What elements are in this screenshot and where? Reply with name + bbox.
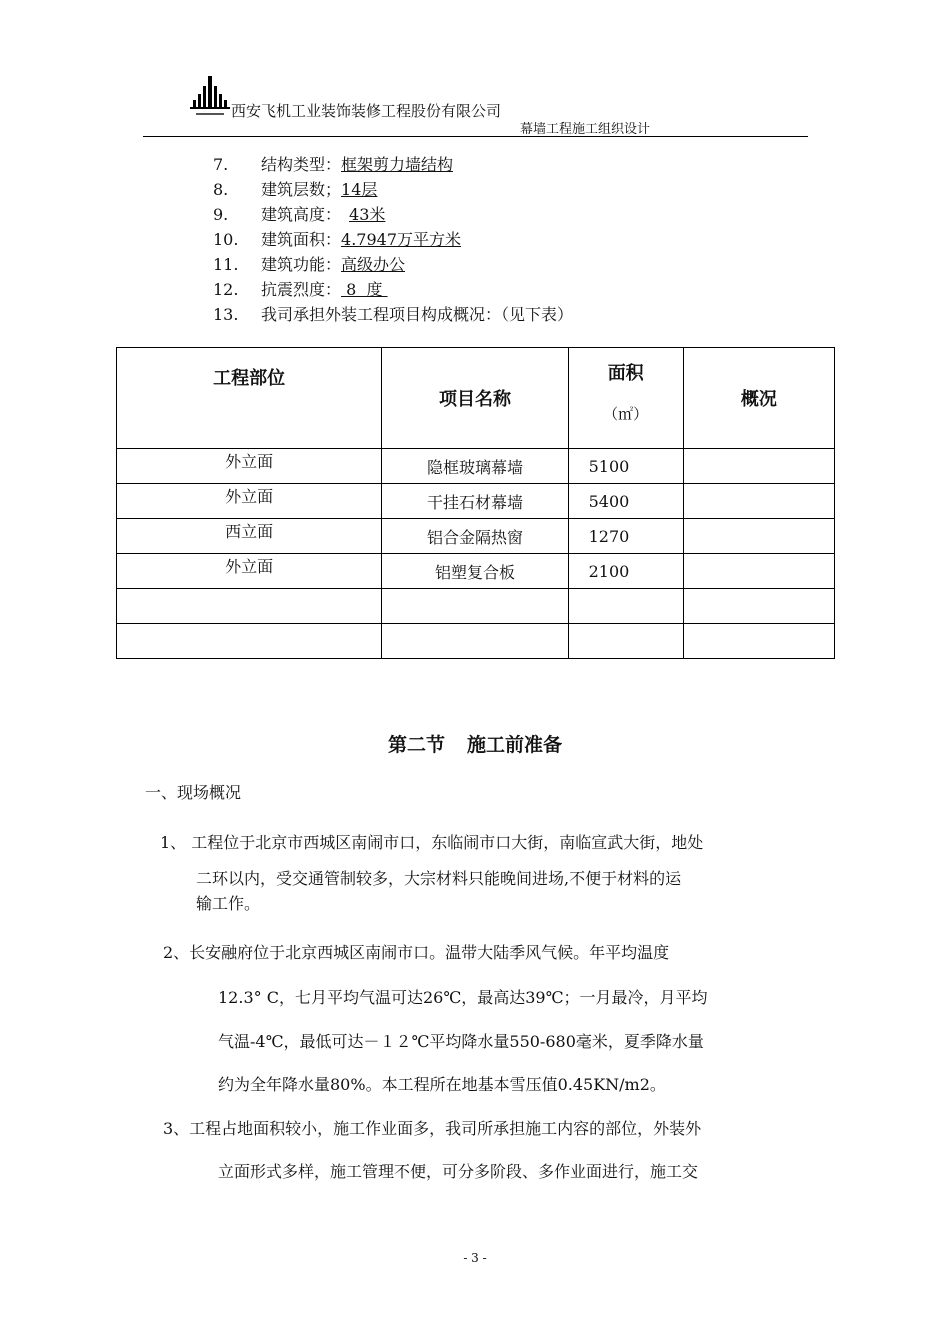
table-row	[117, 449, 835, 484]
cell-name: 铝合金隔热窗	[382, 519, 568, 554]
info-item-number: 13.	[213, 305, 239, 324]
header-overview: 概况	[683, 348, 834, 449]
header-divider	[143, 136, 808, 137]
cell-name	[382, 589, 568, 624]
paragraph-line: 2、长安融府位于北京西城区南闹市口。温带大陆季风气候。年平均温度	[163, 943, 670, 962]
cell-overview	[683, 589, 834, 624]
table-row	[117, 624, 835, 659]
cell-name: 铝塑复合板	[382, 554, 568, 589]
info-item-label: 建筑面积：	[261, 230, 342, 249]
cell-part: 外立面	[117, 449, 382, 484]
section-heading	[0, 730, 950, 757]
subsection-heading: 一、现场概况	[145, 783, 242, 802]
header-name: 项目名称	[382, 348, 568, 449]
info-item-number: 8.	[213, 180, 229, 199]
info-item	[213, 152, 453, 175]
section-number: 第二节	[387, 734, 445, 756]
cell-area: 2100	[568, 554, 683, 589]
cell-name: 干挂石材幕墙	[382, 484, 568, 519]
paragraph-line: 12.3° C，七月平均气温可达26℃，最高达39℃；一月最冷，月平均	[218, 988, 708, 1007]
info-item-number: 12.	[213, 280, 239, 299]
paragraph-line: 约为全年降水量80%。本工程所在地基本雪压值0.45KN/m2。	[218, 1075, 666, 1094]
info-item-label: 结构类型：	[261, 155, 342, 174]
project-table	[116, 347, 835, 659]
cell-area: 5100	[568, 449, 683, 484]
cell-part: 外立面	[117, 554, 382, 589]
info-item	[213, 252, 405, 275]
company-logo	[190, 76, 230, 118]
info-item-label: 我司承担外装工程项目构成概况：（见下表）	[261, 305, 574, 324]
paragraph-line: 1、 工程位于北京市西城区南闹市口，东临闹市口大街，南临宣武大街，地处	[160, 833, 704, 852]
header-area	[568, 348, 683, 449]
section-title: 施工前准备	[467, 734, 563, 756]
info-item-value: 43米	[349, 205, 386, 224]
cell-part	[117, 589, 382, 624]
cell-overview	[683, 449, 834, 484]
paragraph-line: 3、工程占地面积较小，施工作业面多，我司所承担施工内容的部位，外装外	[163, 1119, 702, 1138]
table-row	[117, 519, 835, 554]
info-item-value: 14层	[341, 180, 378, 199]
company-name: 西安飞机工业装饰装修工程股份有限公司	[231, 102, 502, 120]
info-item-label: 建筑层数；	[261, 180, 342, 199]
cell-part: 西立面	[117, 519, 382, 554]
cell-area	[568, 589, 683, 624]
cell-name: 隐框玻璃幕墙	[382, 449, 568, 484]
info-item	[213, 302, 573, 325]
info-item-number: 11.	[213, 255, 239, 274]
cell-part: 外立面	[117, 484, 382, 519]
cell-area: 5400	[568, 484, 683, 519]
paragraph-line: 二环以内，受交通管制较多，大宗材料只能晚间进场,不便于材料的运	[196, 869, 682, 888]
cell-part	[117, 624, 382, 659]
paragraph-line: 气温-4℃，最低可达－１２℃平均降水量550-680毫米，夏季降水量	[218, 1032, 704, 1051]
table-row	[117, 484, 835, 519]
cell-overview	[683, 484, 834, 519]
cell-area	[568, 624, 683, 659]
header-area-unit: （㎡）	[603, 405, 649, 423]
document-title: 幕墙工程施工组织设计	[520, 122, 651, 137]
info-item-label: 抗震烈度：	[261, 280, 342, 299]
info-item-number: 7.	[213, 155, 229, 174]
cell-name	[382, 624, 568, 659]
info-item-value: 8 度	[341, 280, 388, 299]
info-item	[213, 227, 461, 250]
cell-overview	[683, 519, 834, 554]
info-item-number: 9.	[213, 205, 229, 224]
info-item-label: 建筑功能：	[261, 255, 342, 274]
cell-area: 1270	[568, 519, 683, 554]
info-item-number: 10.	[213, 230, 239, 249]
page-number: - 3 -	[463, 1251, 487, 1265]
cell-overview	[683, 624, 834, 659]
info-item	[213, 202, 385, 225]
table-header-row	[117, 348, 835, 449]
info-item-value: 框架剪力墙结构	[341, 155, 454, 174]
header-area-label: 面积	[607, 363, 644, 384]
paragraph-line: 输工作。	[196, 894, 261, 913]
table-row	[117, 589, 835, 624]
header-part: 工程部位	[117, 348, 382, 449]
paragraph-line: 立面形式多样，施工管理不便，可分多阶段、多作业面进行，施工交	[218, 1162, 699, 1181]
info-item-label: 建筑高度：	[261, 205, 342, 224]
info-item	[213, 177, 377, 200]
info-item-value: 高级办公	[341, 255, 406, 274]
table-row	[117, 554, 835, 589]
info-item-value: 4.7947万平方米	[341, 230, 462, 249]
info-item	[213, 277, 388, 300]
cell-overview	[683, 554, 834, 589]
